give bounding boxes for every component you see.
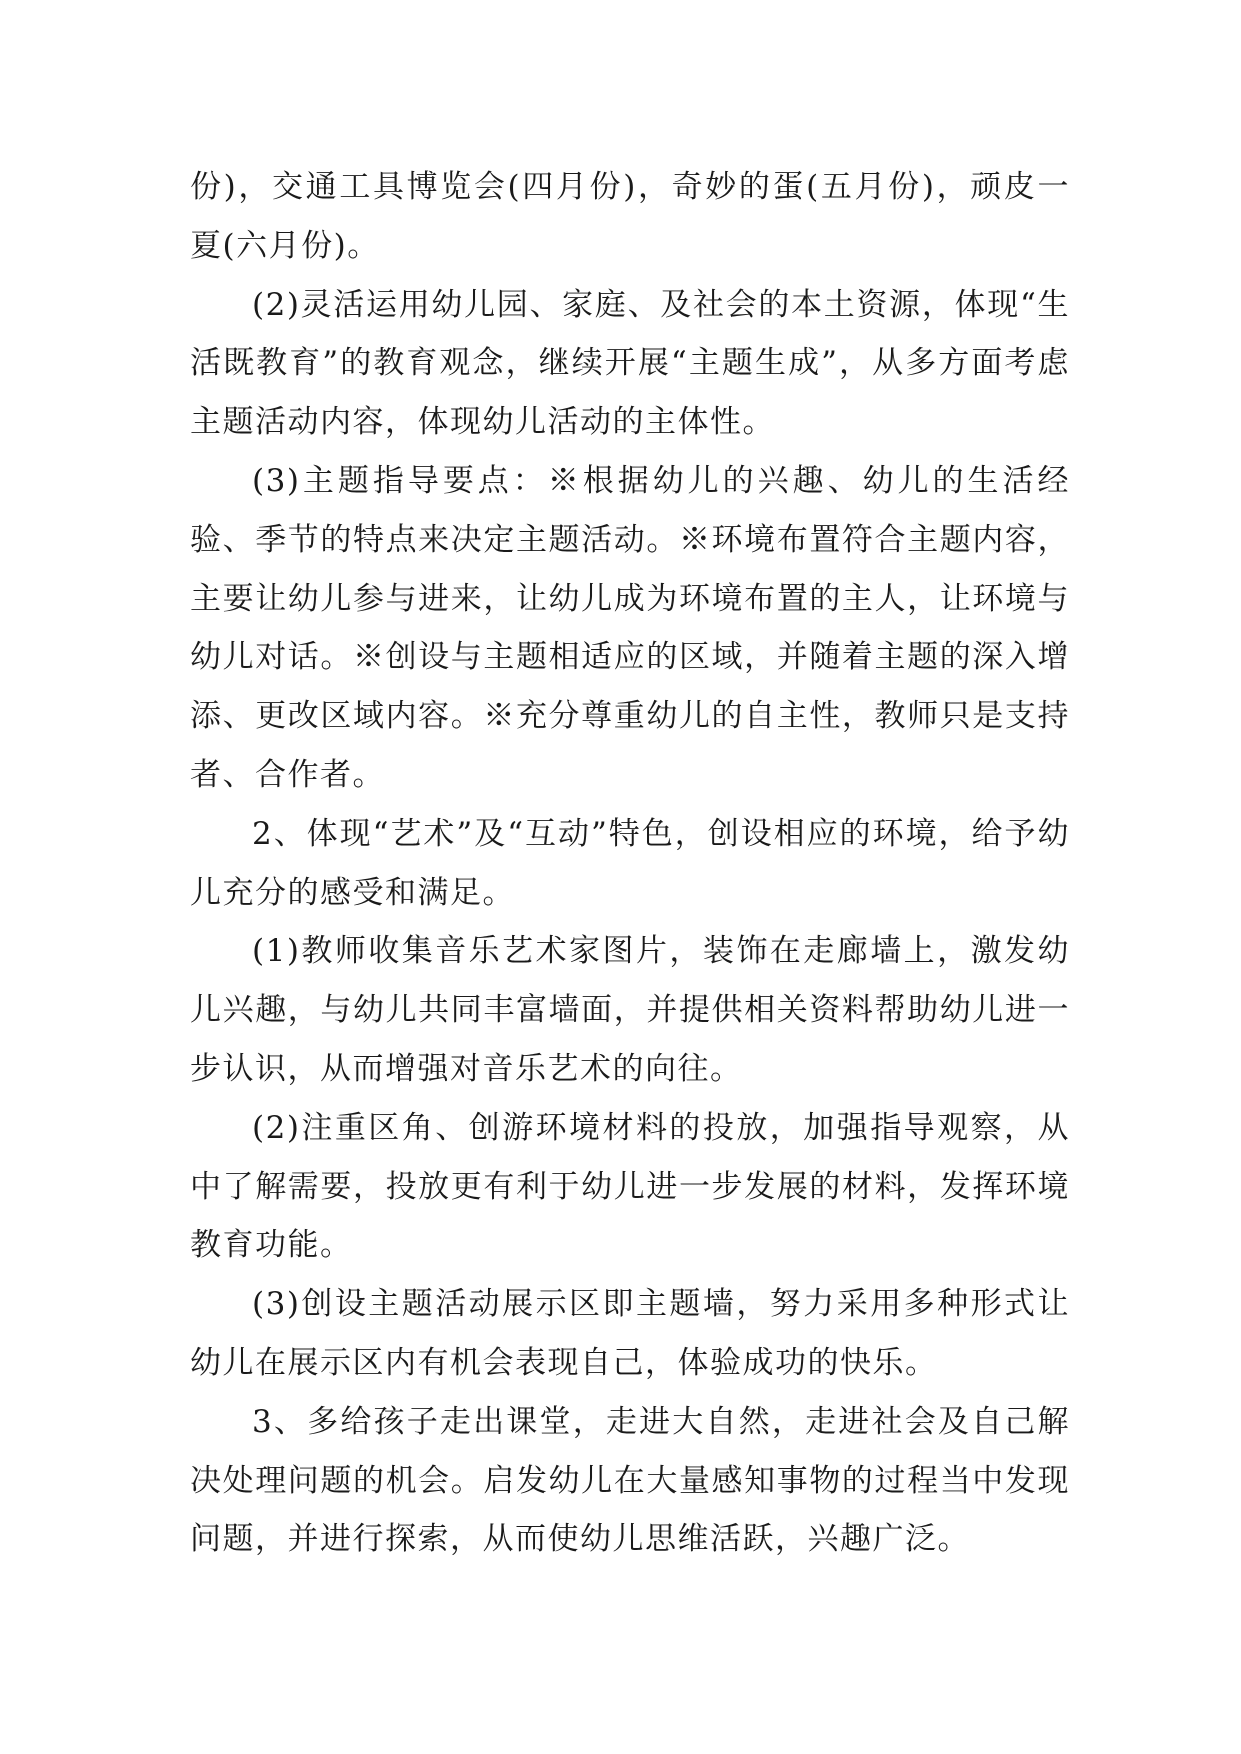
paragraph-art-interaction: 2、体现“艺术”及“互动”特色，创设相应的环境，给予幼儿充分的感受和满足。	[190, 815, 1070, 911]
paragraph-resources: (2)灵活运用幼儿园、家庭、及社会的本土资源，体现“生活既教育”的教育观念，继续开展“主题生成”，从多方面考虑主题活动内容，体现幼儿活动的主体性。	[190, 286, 1070, 441]
paragraph-continuation: 份)，交通工具博览会(四月份)，奇妙的蛋(五月份)，顽皮一夏(六月份)。	[190, 169, 1070, 264]
body-text	[190, 158, 1070, 1569]
paragraph-theme-guidance: (3)主题指导要点：※根据幼儿的兴趣、幼儿的生活经验、季节的特点来决定主题活动。※环境布置符合主题内容，主要让幼儿参与进来，让幼儿成为环境布置的主人，让环境与幼儿对话。※创设与主题相适应的区域，并随着主题的深入增添、更改区域内容。※充分尊重幼儿的自主性，教师只是支持者、合作者。	[190, 462, 1070, 793]
paragraph-theme-wall: (3)创设主题活动展示区即主题墙，努力采用多种形式让幼儿在展示区内有机会表现自己，体验成功的快乐。	[190, 1286, 1070, 1381]
paragraph-corner-materials: (2)注重区角、创游环境材料的投放，加强指导观察，从中了解需要，投放更有利于幼儿进一步发展的材料，发挥环境教育功能。	[190, 1109, 1070, 1264]
paragraph-artist-pictures: (1)教师收集音乐艺术家图片，装饰在走廊墙上，激发幼儿兴趣，与幼儿共同丰富墙面，并提供相关资料帮助幼儿进一步认识，从而增强对音乐艺术的向往。	[190, 933, 1070, 1087]
paragraph-nature-society: 3、多给孩子走出课堂，走进大自然，走进社会及自己解决处理问题的机会。启发幼儿在大量感知事物的过程当中发现问题，并进行探索，从而使幼儿思维活跃，兴趣广泛。	[190, 1403, 1070, 1558]
